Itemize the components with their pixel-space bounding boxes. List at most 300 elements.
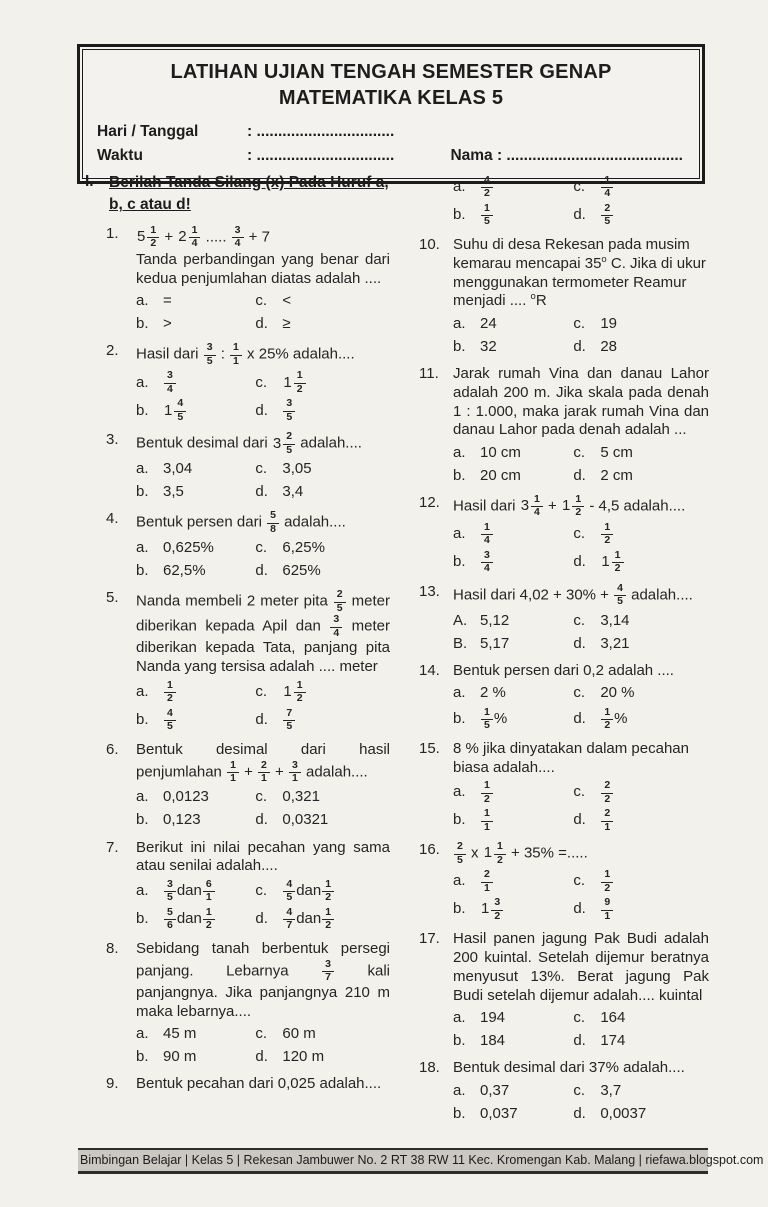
option-value: 90 m: [163, 1048, 197, 1066]
header-fields: [97, 120, 685, 168]
option-value: 174: [600, 1031, 626, 1049]
option-label: a.: [136, 1025, 149, 1043]
question-number: 13.: [419, 583, 440, 600]
question-number: 18.: [419, 1059, 440, 1077]
title-line-2: MATEMATIKA KELAS 5: [278, 87, 504, 109]
question-text: Tanda perbandingan yang benar dari kedua penjumlahan diatas adalah ....: [136, 250, 390, 287]
name-blank-line: Nama : .........................................: [450, 147, 683, 165]
option-value: 28: [600, 337, 617, 355]
option-label: d.: [573, 337, 586, 355]
option-value: 19: [600, 314, 617, 332]
question-item: [106, 510, 390, 581]
fraction: $\frac{3}{4}$: [481, 550, 493, 575]
answer-option: [573, 611, 709, 631]
option-label: a.: [136, 292, 149, 310]
option-value: 20 cm: [480, 466, 521, 484]
option-value: 0,0123: [163, 788, 209, 806]
answer-option: [136, 788, 255, 808]
answer-option: [255, 459, 390, 479]
option-label: d.: [255, 562, 268, 580]
option-value: [282, 398, 296, 423]
options-grid: [453, 684, 709, 732]
answer-option: [136, 291, 255, 311]
fraction: $\frac{3}{4}$: [330, 614, 342, 639]
question-number: 16.: [419, 841, 440, 859]
question-number: 7.: [106, 838, 119, 856]
question-number: [419, 172, 453, 228]
option-value: 10 cm: [480, 443, 521, 461]
answer-option: [453, 314, 573, 334]
option-label: b.: [453, 1104, 466, 1122]
fraction: $\frac{3}{5}$: [283, 398, 295, 423]
option-value: [480, 897, 504, 922]
option-label: c.: [255, 788, 268, 806]
option-value: [163, 708, 177, 733]
answer-option: [453, 780, 573, 805]
fraction: $\frac{3}{5}$: [204, 342, 216, 367]
option-label: b.: [453, 811, 466, 829]
option-value: <: [282, 292, 292, 310]
option-label: b.: [453, 900, 466, 918]
option-value: 0,037: [480, 1104, 518, 1122]
question-number: 8.: [106, 940, 119, 958]
option-label: a.: [453, 443, 466, 461]
options-grid: [136, 370, 390, 423]
option-label: a.: [136, 539, 149, 557]
fraction: $\frac{2}{2}$: [601, 780, 613, 805]
mixed-number: 1 $\frac{1}{2}$: [601, 550, 623, 575]
question-text: Bentuk persen dari $\frac{5}{8}$ adalah....: [136, 509, 346, 535]
fraction: $\frac{2}{5}$: [601, 203, 613, 228]
option-label: b.: [136, 315, 149, 333]
answer-option: [255, 538, 390, 558]
fraction: $\frac{4}{5}$: [283, 879, 295, 904]
option-value: $\frac{3}{5}$ dan $\frac{6}{1}$: [163, 879, 216, 904]
fraction: $\frac{1}{5}$: [481, 707, 493, 732]
superscript: o: [601, 253, 607, 265]
option-value: [600, 869, 614, 894]
answer-option: [573, 466, 709, 486]
option-label: a.: [453, 314, 466, 332]
option-label: b.: [453, 206, 466, 224]
options-grid: [453, 780, 709, 833]
answer-option: [453, 466, 573, 486]
option-label: d.: [573, 900, 586, 918]
option-label: a.: [136, 882, 149, 900]
options-grid: [136, 680, 390, 733]
question-item: [419, 841, 709, 922]
time-blank-line: : ................................: [247, 147, 395, 165]
option-label: a.: [453, 872, 466, 890]
question-text: Bentuk desimal dari 37% adalah....: [453, 1059, 685, 1077]
answer-option: [573, 175, 709, 200]
answer-option: [255, 907, 390, 932]
question-text: Hasil dari $\frac{3}{5}$ : $\frac{1}{1}$ x 25% adalah....: [136, 341, 355, 367]
option-label: d.: [255, 910, 268, 928]
option-value: [282, 680, 306, 705]
option-label: b.: [453, 553, 466, 571]
option-label: c.: [573, 611, 585, 629]
fraction: $\frac{3}{5}$: [164, 879, 176, 904]
option-value: 0,321: [282, 788, 320, 806]
option-label: d.: [573, 466, 586, 484]
answer-option: [453, 443, 573, 463]
answer-option: [453, 337, 573, 357]
option-label: d.: [573, 206, 586, 224]
option-value: 0,625%: [163, 539, 214, 557]
option-label: a.: [136, 788, 149, 806]
question-text: Suhu di desa Rekesan pada musim kemarau mencapai 35$^o$ C. Jika di ukur menggunakan termometer Reamur menjadi .... $^o$R: [453, 236, 706, 310]
question-number: 1.: [106, 224, 119, 242]
option-label: c.: [573, 178, 585, 196]
option-value: 20 %: [600, 684, 635, 702]
option-label: c.: [255, 1025, 268, 1043]
answer-option: [453, 684, 573, 704]
answer-option: [573, 634, 709, 654]
answer-option: [255, 370, 390, 395]
option-value: [600, 203, 614, 228]
options-grid: [453, 314, 709, 357]
answer-option: [136, 811, 255, 831]
option-label: b.: [136, 401, 149, 419]
option-label: c.: [573, 314, 585, 332]
day-row: [97, 120, 685, 144]
answer-option: [573, 550, 709, 575]
option-value: =: [163, 292, 172, 310]
question-item: [419, 740, 709, 834]
question-text: $\frac{2}{5}$ x 1 $\frac{1}{2}$ + 35% =.....: [453, 841, 709, 866]
question-item: [419, 365, 709, 486]
option-label: b.: [136, 711, 149, 729]
answer-option: [255, 561, 390, 581]
fraction: $\frac{9}{1}$: [601, 897, 613, 922]
left-column: [85, 172, 390, 1095]
header-box: [77, 44, 705, 184]
options-grid: [136, 1024, 390, 1067]
fraction: $\frac{4}{7}$: [283, 907, 295, 932]
question-text: Jarak rumah Vina dan danau Lahor adalah 200 m. Jika skala pada denah 1 : 1.000, maka jarak rumah Vina dan danau Lahor pada denah adalah ...: [453, 365, 709, 439]
option-label: d.: [573, 1031, 586, 1049]
fraction: $\frac{1}{2}$: [601, 869, 613, 894]
fraction: $\frac{4}{5}$: [164, 708, 176, 733]
option-value: 5,12: [480, 611, 510, 629]
option-label: a.: [136, 373, 149, 391]
answer-option: [453, 522, 573, 547]
option-value: [600, 522, 614, 547]
answer-option: [136, 879, 255, 904]
answer-option: [255, 879, 390, 904]
mixed-number: 1 $\frac{1}{2}$: [484, 841, 506, 866]
question-number: 14.: [419, 662, 440, 679]
fraction: $\frac{1}{4}$: [481, 522, 493, 547]
option-label: c.: [573, 443, 585, 461]
day-blank-line: : ................................: [247, 123, 395, 140]
answer-option: [136, 561, 255, 581]
option-value: $\frac{1}{5}$ %: [480, 707, 507, 732]
answer-option: [136, 459, 255, 479]
answer-option: [573, 443, 709, 463]
answer-option: [573, 1031, 709, 1051]
option-label: d.: [573, 1104, 586, 1122]
fraction: $\frac{1}{2}$: [481, 780, 493, 805]
superscript: o: [530, 291, 536, 303]
question-item: [419, 494, 709, 575]
options-grid: [136, 291, 390, 334]
option-label: c.: [255, 292, 268, 310]
answer-option: [573, 780, 709, 805]
answer-option: [573, 897, 709, 922]
option-label: d.: [255, 315, 268, 333]
answer-option: [255, 788, 390, 808]
option-label: a.: [453, 178, 466, 196]
answer-option: [573, 1104, 709, 1124]
question-item: [106, 839, 390, 933]
options-grid: [136, 538, 390, 581]
answer-option: [255, 398, 390, 423]
question-text: Nanda membeli 2 meter pita $\frac{2}{5}$ meter diberikan kepada Apil dan $\frac{3}{4}$ meter diberikan kepada Tata, panjang pita Nanda yang tersisa adalah .... meter: [136, 588, 391, 676]
question-number: 5.: [106, 589, 119, 607]
option-value: 120 m: [282, 1048, 325, 1066]
option-label: d.: [255, 483, 268, 501]
option-label: c.: [255, 539, 268, 557]
question-item: [419, 583, 709, 654]
option-label: a.: [453, 684, 466, 702]
answer-option: [453, 869, 573, 894]
option-value: [600, 897, 614, 922]
option-label: b.: [136, 1048, 149, 1066]
answer-option: [136, 1024, 255, 1044]
answer-option: [453, 897, 573, 922]
option-label: c.: [255, 373, 268, 391]
options-grid: [453, 1081, 709, 1124]
fraction: $\frac{1}{2}$: [203, 907, 215, 932]
option-value: [480, 550, 494, 575]
option-value: $\frac{4}{5}$ dan $\frac{1}{2}$: [282, 879, 335, 904]
answer-option: [453, 1031, 573, 1051]
options-grid: [453, 611, 709, 654]
answer-option: [573, 707, 709, 732]
question-number: 10.: [419, 236, 440, 253]
fraction: $\frac{3}{4}$: [232, 225, 244, 250]
answer-option: [573, 1081, 709, 1101]
option-value: 0,37: [480, 1081, 510, 1099]
answer-option: [573, 684, 709, 704]
answer-option: [136, 398, 255, 423]
mixed-number: 1 $\frac{4}{5}$: [164, 398, 186, 423]
fraction: $\frac{6}{1}$: [203, 879, 215, 904]
options-grid: [453, 522, 709, 575]
option-value: 3,7: [600, 1081, 622, 1099]
option-value: 32: [480, 337, 497, 355]
question-item: [106, 741, 390, 831]
question-number: 9.: [106, 1075, 119, 1093]
option-value: 2 %: [480, 684, 506, 702]
option-value: [600, 808, 614, 833]
options-grid: [453, 443, 709, 486]
fraction: $\frac{3}{1}$: [289, 760, 301, 785]
option-label: c.: [255, 460, 268, 478]
option-value: >: [163, 315, 172, 333]
fraction: $\frac{1}{5}$: [481, 203, 493, 228]
question-number: 12.: [419, 494, 440, 511]
question-item: [106, 940, 390, 1067]
mixed-number: 1 $\frac{1}{2}$: [283, 370, 305, 395]
fraction: $\frac{2}{1}$: [481, 869, 493, 894]
header-inner: [82, 49, 700, 179]
answer-option: [255, 708, 390, 733]
answer-option: [453, 203, 573, 228]
question-item: [106, 225, 390, 335]
option-label: A.: [453, 611, 468, 629]
option-label: d.: [255, 811, 268, 829]
mixed-number: 3 $\frac{1}{4}$: [521, 494, 543, 519]
fraction: $\frac{1}{1}$: [230, 342, 242, 367]
fraction: $\frac{5}{6}$: [164, 907, 176, 932]
question-item: [106, 589, 390, 733]
answer-option: [453, 1081, 573, 1101]
page-title: [97, 59, 685, 111]
option-value: 0,0037: [600, 1104, 647, 1122]
question-text: Sebidang tanah berbentuk persegi panjang. Lebarnya $\frac{3}{7}$ kali panjangnya. Jika panjangnya 210 m maka lebarnya....: [136, 940, 390, 1020]
mixed-number: 1 $\frac{3}{2}$: [481, 897, 503, 922]
question-text: Bentuk desimal dari hasil penjumlahan $\frac{1}{1}$ + $\frac{2}{1}$ + $\frac{3}{1}$ adalah....: [136, 740, 390, 784]
option-value: [163, 370, 177, 395]
option-label: c.: [573, 1008, 585, 1026]
fraction: $\frac{2}{1}$: [258, 760, 270, 785]
question-item: [419, 662, 709, 732]
answer-option: [453, 1008, 573, 1028]
option-value: 3,5: [163, 483, 184, 501]
right-column: [419, 172, 709, 1124]
option-value: [282, 708, 296, 733]
section-heading: [85, 172, 390, 217]
question-number: 17.: [419, 930, 440, 948]
option-label: a.: [136, 460, 149, 478]
question-number: 3.: [106, 431, 119, 449]
option-label: c.: [255, 683, 268, 701]
answer-option: [136, 482, 255, 502]
question-text: Bentuk pecahan dari 0,025 adalah....: [136, 1075, 382, 1093]
footer-text: Bimbingan Belajar | Kelas 5 | Rekesan Jambuwer No. 2 RT 38 RW 11 Kec. Kromengan Kab. Malang | riefawa.blogspot.com: [80, 1153, 764, 1167]
answer-option: [255, 811, 390, 831]
option-value: 6,25%: [282, 539, 325, 557]
answer-option: [255, 314, 390, 334]
option-value: [600, 175, 614, 200]
mixed-number: 3 $\frac{2}{5}$: [273, 431, 295, 456]
fraction: $\frac{2}{1}$: [601, 808, 613, 833]
option-value: $\frac{1}{2}$ %: [600, 707, 627, 732]
fraction: $\frac{1}{2}$: [322, 907, 334, 932]
options-grid: [453, 1008, 709, 1051]
options-grid: [136, 459, 390, 502]
question-number: 11.: [419, 365, 439, 382]
option-value: 45 m: [163, 1025, 197, 1043]
time-label: Waktu: [97, 147, 143, 165]
option-value: 625%: [282, 562, 321, 580]
option-value: [163, 680, 177, 705]
fraction: $\frac{1}{1}$: [227, 760, 239, 785]
answer-option: [136, 370, 255, 395]
option-label: c.: [573, 872, 585, 890]
option-value: 62,5%: [163, 562, 206, 580]
title-line-1: LATIHAN UJIAN TENGAH SEMESTER GENAP: [170, 61, 612, 83]
option-label: d.: [255, 711, 268, 729]
option-value: 0,0321: [282, 811, 329, 829]
question-item: [106, 431, 390, 502]
option-label: b.: [136, 483, 149, 501]
option-value: 3,05: [282, 460, 312, 478]
option-value: ≥: [282, 315, 291, 333]
answer-option: [453, 808, 573, 833]
question-text: Hasil dari 4,02 + 30% + $\frac{4}{5}$ adalah....: [453, 582, 693, 608]
fraction: $\frac{1}{1}$: [481, 808, 493, 833]
option-label: c.: [255, 882, 268, 900]
question-text: Hasil panen jagung Pak Budi adalah 200 kuintal. Setelah dijemur beratnya menyusut 13%. Berat jagung Pak Budi setelah dijemur adalah.... kuintal: [453, 930, 709, 1004]
footer-bar: [78, 1148, 764, 1174]
fraction: $\frac{1}{2}$: [164, 680, 176, 705]
answer-option: [255, 1047, 390, 1067]
option-label: b.: [453, 337, 466, 355]
option-label: a.: [136, 683, 149, 701]
answer-option: [136, 708, 255, 733]
answer-option: [573, 203, 709, 228]
answer-option: [255, 291, 390, 311]
option-value: [600, 550, 624, 575]
question-text: Bentuk persen dari 0,2 adalah ....: [453, 662, 674, 679]
answer-option: [573, 808, 709, 833]
option-value: [600, 780, 614, 805]
question-number: 2.: [106, 342, 119, 360]
section-instruction: Berilah Tanda Silang (x) Pada Huruf a, b, c atau d!: [109, 174, 389, 214]
time-row: [97, 144, 685, 168]
option-label: b.: [136, 811, 149, 829]
fraction: $\frac{1}{4}$: [601, 175, 613, 200]
option-value: [163, 398, 187, 423]
option-label: d.: [255, 401, 268, 419]
option-label: d.: [573, 553, 586, 571]
answer-option: [573, 522, 709, 547]
option-label: d.: [573, 811, 586, 829]
options-grid: [136, 879, 390, 932]
question-text: Hasil dari 3 $\frac{1}{4}$ + 1 $\frac{1}{2}$ - 4,5 adalah....: [453, 493, 686, 519]
answer-option: [136, 907, 255, 932]
answer-option: [255, 680, 390, 705]
options-grid: [136, 788, 390, 831]
fraction: $\frac{1}{2}$: [322, 879, 334, 904]
option-value: 60 m: [282, 1025, 316, 1043]
option-value: 0,123: [163, 811, 201, 829]
fraction: $\frac{4}{5}$: [614, 583, 626, 608]
option-label: b.: [453, 1031, 466, 1049]
option-label: b.: [453, 709, 466, 727]
fraction: $\frac{5}{8}$: [267, 510, 279, 535]
option-value: 184: [480, 1031, 506, 1049]
answer-option: [453, 707, 573, 732]
content-columns: [85, 172, 709, 1124]
answer-option: [573, 1008, 709, 1028]
question-item: [419, 930, 709, 1051]
option-label: B.: [453, 634, 468, 652]
question-text: 8 % jika dinyatakan dalam pecahan biasa adalah....: [453, 739, 689, 776]
fraction: $\frac{2}{5}$: [454, 841, 466, 866]
fraction: $\frac{2}{5}$: [334, 589, 346, 614]
question-item: [106, 342, 390, 423]
option-label: b.: [136, 562, 149, 580]
option-label: d.: [255, 1048, 268, 1066]
answer-option: [136, 538, 255, 558]
option-value: [282, 370, 306, 395]
answer-option: [453, 1104, 573, 1124]
